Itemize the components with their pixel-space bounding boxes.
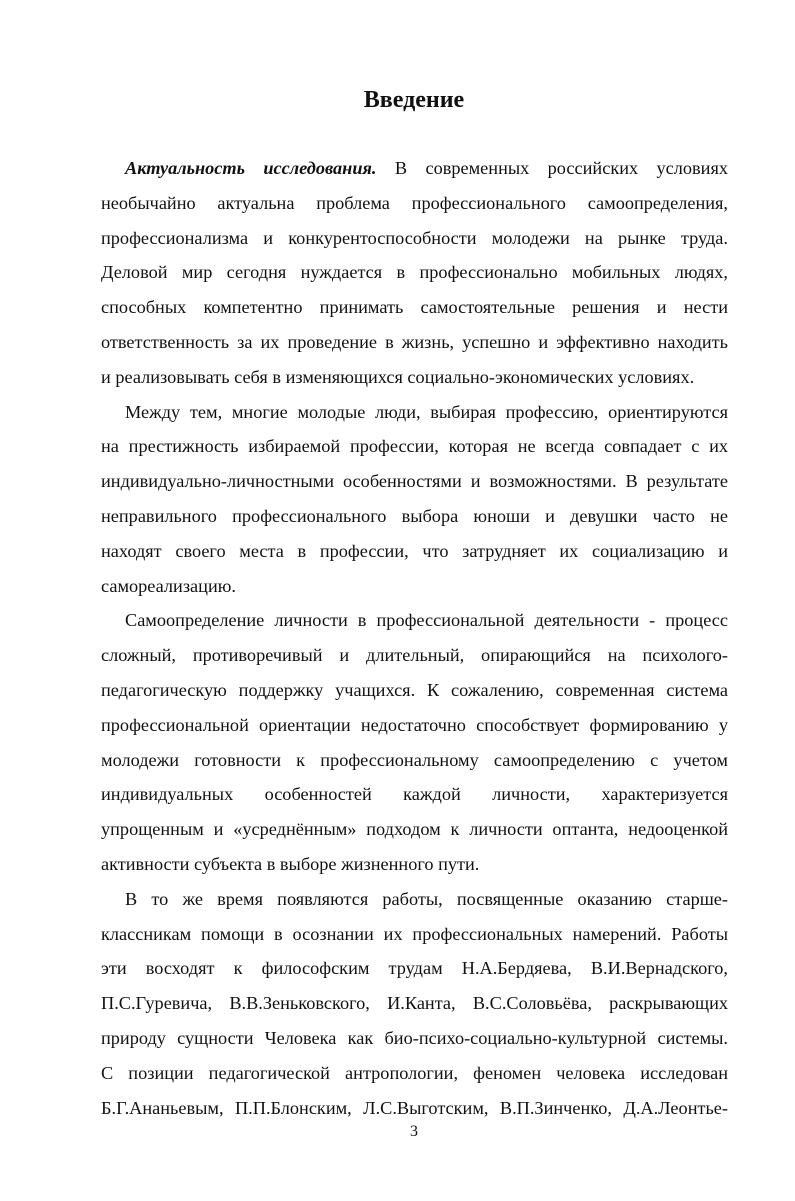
text-line: С позиции педагогической антропологии, феномен человека исследован	[101, 1062, 728, 1083]
text-line: молодежи готовности к профессиональному самоопределению с учетом	[101, 749, 728, 770]
text-line: Между тем, многие молодые люди, выбирая профессию, ориентируются	[125, 401, 728, 422]
text-line: Б.Г.Ананьевым, П.П.Блонским, Л.С.Выготским, В.П.Зинченко, Д.А.Леонтье-	[101, 1097, 728, 1118]
text-line: самореализацию.	[101, 575, 236, 596]
text-line: индивидуальных особенностей каждой личности, характеризуется	[101, 784, 728, 805]
text-line: профессионализма и конкурентоспособности молодежи на рынке труда.	[101, 227, 728, 248]
page-number: 3	[410, 1123, 418, 1140]
page-title: Введение	[363, 87, 465, 113]
text-line: неправильного профессионального выбора юноши и девушки часто не	[101, 505, 728, 526]
text-line: ответственность за их проведение в жизнь, успешно и эффективно находить	[101, 331, 728, 352]
text-line: сложный, противоречивый и длительный, опирающийся на психолого-	[101, 645, 728, 666]
text-line: на престижность избираемой профессии, которая не всегда совпадает с их	[101, 436, 728, 457]
text-line-content: В современных российских условиях	[376, 158, 728, 178]
text-line: природу сущности Человека как био-психо-социально-культурной системы.	[101, 1027, 728, 1048]
text-line: индивидуально-личностными особенностями и возможностями. В результате	[101, 471, 728, 492]
text-line: активности субъекта в выборе жизненного пути.	[101, 853, 480, 874]
text-line: необычайно актуальна проблема профессионального самоопределения,	[101, 192, 728, 213]
text-line: способных компетентно принимать самостоятельные решения и нести	[101, 297, 728, 318]
text-line: Самоопределение личности в профессиональной деятельности - процесс	[125, 610, 728, 631]
text-line: профессиональной ориентации недостаточно способствует формированию у	[101, 714, 728, 735]
text-line: находят своего места в профессии, что затрудняет их социализацию и	[101, 540, 728, 561]
text-line: эти восходят к философским трудам Н.А.Бердяева, В.И.Вернадского,	[101, 958, 728, 979]
text-line: классникам помощи в осознании их профессиональных намерений. Работы	[101, 923, 728, 944]
text-line: В то же время появляются работы, посвященные оказанию старше-	[125, 888, 728, 909]
lead-phrase: Актуальность исследования.	[125, 158, 377, 178]
body-text	[101, 151, 728, 1125]
text-line	[101, 151, 728, 186]
text-line: педагогическую поддержку учащихся. К сожалению, современная система	[101, 679, 728, 700]
text-line: и реализовывать себя в изменяющихся социально-экономических условиях.	[101, 366, 695, 387]
text-line: упрощенным и «усреднённым» подходом к личности оптанта, недооценкой	[101, 819, 728, 840]
text-line: П.С.Гуревича, В.В.Зеньковского, И.Канта, В.С.Соловьёва, раскрывающих	[101, 993, 728, 1014]
text-line: Деловой мир сегодня нуждается в профессионально мобильных людях,	[101, 262, 728, 283]
